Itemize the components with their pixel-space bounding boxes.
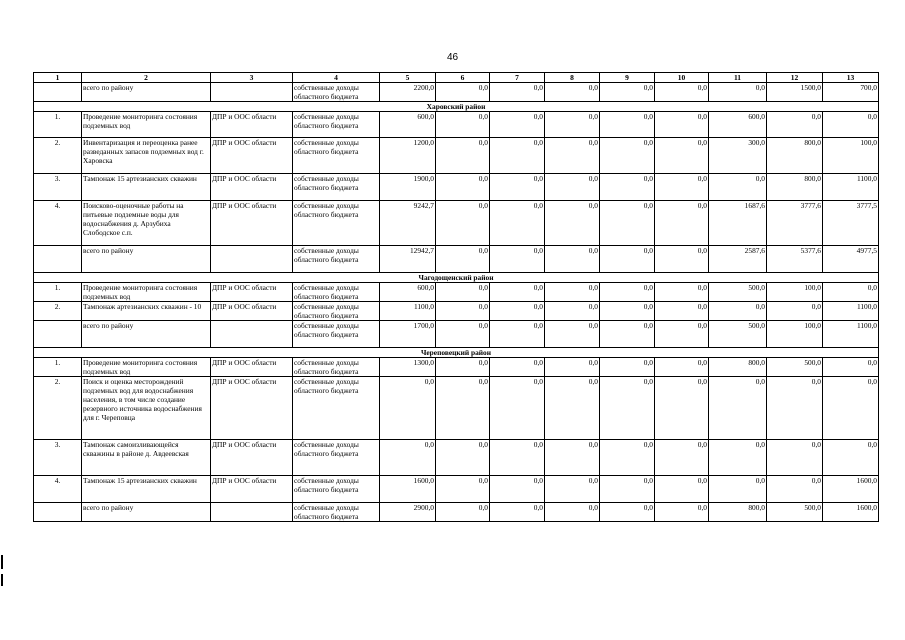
executor: ДПР и ООС области: [211, 377, 293, 440]
measure-name: Проведение мониторинга состояния подземных вод: [82, 283, 211, 302]
amount-col-12: 0,0: [767, 302, 823, 321]
funding-source: собственные доходы областного бюджета: [293, 358, 380, 377]
measure-name: всего по району: [82, 83, 211, 102]
column-header-10: 10: [655, 73, 709, 83]
amount-col-5: 2200,0: [380, 83, 436, 102]
amount-col-8: 0,0: [545, 246, 600, 273]
amount-col-8: 0,0: [545, 503, 600, 522]
budget-table: [33, 72, 879, 522]
amount-col-10: 0,0: [655, 358, 709, 377]
measure-name: Поисково-оценочные работы на питьевые подземные воды для водоснабжения д. Арзубиха Слободское с.п.: [82, 201, 211, 246]
amount-col-7: 0,0: [490, 321, 545, 348]
amount-col-6: 0,0: [436, 503, 490, 522]
amount-col-9: 0,0: [600, 283, 655, 302]
section-title-row: [34, 348, 879, 358]
amount-col-12: 1500,0: [767, 83, 823, 102]
funding-source: собственные доходы областного бюджета: [293, 112, 380, 138]
amount-col-6: 0,0: [436, 358, 490, 377]
amount-col-6: 0,0: [436, 138, 490, 174]
amount-col-9: 0,0: [600, 503, 655, 522]
executor: ДПР и ООС области: [211, 201, 293, 246]
amount-col-12: 0,0: [767, 476, 823, 503]
executor: [211, 83, 293, 102]
executor: ДПР и ООС области: [211, 440, 293, 476]
row-number: [34, 246, 82, 273]
amount-col-13: 3777,5: [823, 201, 879, 246]
row-number: 2.: [34, 377, 82, 440]
amount-col-13: 700,0: [823, 83, 879, 102]
table-row: [34, 138, 879, 174]
amount-col-7: 0,0: [490, 246, 545, 273]
column-header-5: 5: [380, 73, 436, 83]
amount-col-5: 1200,0: [380, 138, 436, 174]
amount-col-11: 300,0: [709, 138, 767, 174]
amount-col-7: 0,0: [490, 503, 545, 522]
table-row: [34, 476, 879, 503]
amount-col-13: 0,0: [823, 358, 879, 377]
amount-col-8: 0,0: [545, 201, 600, 246]
executor: ДПР и ООС области: [211, 302, 293, 321]
amount-col-5: 2900,0: [380, 503, 436, 522]
district-total-row: [34, 83, 879, 102]
amount-col-12: 0,0: [767, 440, 823, 476]
row-number: 4.: [34, 476, 82, 503]
amount-col-6: 0,0: [436, 246, 490, 273]
amount-col-8: 0,0: [545, 302, 600, 321]
amount-col-9: 0,0: [600, 246, 655, 273]
section-title-row: [34, 102, 879, 112]
column-header-12: 12: [767, 73, 823, 83]
row-number: 4.: [34, 201, 82, 246]
page-number: 46: [446, 52, 459, 63]
amount-col-6: 0,0: [436, 476, 490, 503]
amount-col-12: 100,0: [767, 321, 823, 348]
executor: ДПР и ООС области: [211, 476, 293, 503]
amount-col-7: 0,0: [490, 302, 545, 321]
amount-col-6: 0,0: [436, 283, 490, 302]
row-number: 1.: [34, 283, 82, 302]
amount-col-5: 600,0: [380, 283, 436, 302]
amount-col-8: 0,0: [545, 138, 600, 174]
amount-col-8: 0,0: [545, 174, 600, 201]
column-header-7: 7: [490, 73, 545, 83]
column-header-8: 8: [545, 73, 600, 83]
funding-source: собственные доходы областного бюджета: [293, 138, 380, 174]
amount-col-7: 0,0: [490, 476, 545, 503]
amount-col-5: 1900,0: [380, 174, 436, 201]
table-row: [34, 112, 879, 138]
measure-name: Тампонаж 15 артезианских скважин: [82, 174, 211, 201]
row-number: [34, 321, 82, 348]
measure-name: всего по району: [82, 246, 211, 273]
executor: ДПР и ООС области: [211, 174, 293, 201]
measure-name: всего по району: [82, 503, 211, 522]
funding-source: собственные доходы областного бюджета: [293, 302, 380, 321]
amount-col-11: 0,0: [709, 377, 767, 440]
column-header-6: 6: [436, 73, 490, 83]
amount-col-5: 0,0: [380, 377, 436, 440]
measure-name: всего по району: [82, 321, 211, 348]
amount-col-7: 0,0: [490, 174, 545, 201]
amount-col-12: 5377,6: [767, 246, 823, 273]
scan-edge-marks: [0, 550, 6, 600]
amount-col-5: 9242,7: [380, 201, 436, 246]
amount-col-7: 0,0: [490, 112, 545, 138]
funding-source: собственные доходы областного бюджета: [293, 503, 380, 522]
header-row: [34, 73, 879, 83]
amount-col-9: 0,0: [600, 174, 655, 201]
table-row: [34, 174, 879, 201]
amount-col-8: 0,0: [545, 283, 600, 302]
amount-col-12: 800,0: [767, 174, 823, 201]
row-number: [34, 503, 82, 522]
amount-col-10: 0,0: [655, 246, 709, 273]
measure-name: Поиск и оценка месторождений подземных вод для водоснабжения населения, в том числе создание резервного источника водоснабжения для г. Череповца: [82, 377, 211, 440]
funding-source: собственные доходы областного бюджета: [293, 83, 380, 102]
amount-col-11: 800,0: [709, 503, 767, 522]
row-number: [34, 83, 82, 102]
amount-col-10: 0,0: [655, 112, 709, 138]
amount-col-12: 800,0: [767, 138, 823, 174]
table-row: [34, 440, 879, 476]
executor: ДПР и ООС области: [211, 283, 293, 302]
table-row: [34, 283, 879, 302]
row-number: 1.: [34, 112, 82, 138]
amount-col-12: 3777,6: [767, 201, 823, 246]
amount-col-7: 0,0: [490, 358, 545, 377]
amount-col-7: 0,0: [490, 377, 545, 440]
executor: [211, 246, 293, 273]
amount-col-9: 0,0: [600, 112, 655, 138]
amount-col-13: 0,0: [823, 283, 879, 302]
amount-col-11: 800,0: [709, 358, 767, 377]
amount-col-11: 0,0: [709, 302, 767, 321]
amount-col-11: 1687,6: [709, 201, 767, 246]
measure-name: Тампонаж самоизливающейся скважины в районе д. Авдеевская: [82, 440, 211, 476]
amount-col-10: 0,0: [655, 440, 709, 476]
executor: ДПР и ООС области: [211, 138, 293, 174]
amount-col-12: 100,0: [767, 283, 823, 302]
amount-col-6: 0,0: [436, 440, 490, 476]
amount-col-11: 600,0: [709, 112, 767, 138]
district-title: Череповецкий район: [34, 348, 879, 358]
column-header-2: 2: [82, 73, 211, 83]
table-row: [34, 358, 879, 377]
amount-col-6: 0,0: [436, 201, 490, 246]
funding-source: собственные доходы областного бюджета: [293, 377, 380, 440]
executor: ДПР и ООС области: [211, 358, 293, 377]
amount-col-11: 0,0: [709, 440, 767, 476]
table-body: [34, 83, 879, 522]
amount-col-6: 0,0: [436, 302, 490, 321]
amount-col-10: 0,0: [655, 201, 709, 246]
amount-col-8: 0,0: [545, 83, 600, 102]
executor: ДПР и ООС области: [211, 112, 293, 138]
amount-col-10: 0,0: [655, 377, 709, 440]
amount-col-11: 0,0: [709, 83, 767, 102]
measure-name: Инвентаризация и переоценка ранее разведанных запасов подземных вод г. Харовска: [82, 138, 211, 174]
amount-col-10: 0,0: [655, 174, 709, 201]
amount-col-13: 0,0: [823, 112, 879, 138]
amount-col-10: 0,0: [655, 503, 709, 522]
amount-col-11: 2587,6: [709, 246, 767, 273]
amount-col-13: 4977,5: [823, 246, 879, 273]
amount-col-7: 0,0: [490, 283, 545, 302]
measure-name: Проведение мониторинга состояния подземных вод: [82, 358, 211, 377]
amount-col-8: 0,0: [545, 112, 600, 138]
column-header-1: 1: [34, 73, 82, 83]
amount-col-13: 1100,0: [823, 174, 879, 201]
amount-col-13: 1100,0: [823, 302, 879, 321]
district-title: Чагодощенский район: [34, 273, 879, 283]
amount-col-8: 0,0: [545, 358, 600, 377]
funding-source: собственные доходы областного бюджета: [293, 440, 380, 476]
column-header-11: 11: [709, 73, 767, 83]
amount-col-5: 1600,0: [380, 476, 436, 503]
column-header-3: 3: [211, 73, 293, 83]
amount-col-13: 1100,0: [823, 321, 879, 348]
amount-col-13: 100,0: [823, 138, 879, 174]
amount-col-7: 0,0: [490, 440, 545, 476]
column-header-9: 9: [600, 73, 655, 83]
district-total-row: [34, 503, 879, 522]
column-header-13: 13: [823, 73, 879, 83]
amount-col-9: 0,0: [600, 138, 655, 174]
amount-col-9: 0,0: [600, 377, 655, 440]
amount-col-9: 0,0: [600, 83, 655, 102]
column-header-4: 4: [293, 73, 380, 83]
amount-col-9: 0,0: [600, 302, 655, 321]
amount-col-11: 500,0: [709, 283, 767, 302]
amount-col-9: 0,0: [600, 476, 655, 503]
amount-col-9: 0,0: [600, 321, 655, 348]
amount-col-5: 0,0: [380, 440, 436, 476]
amount-col-9: 0,0: [600, 201, 655, 246]
row-number: 2.: [34, 302, 82, 321]
amount-col-10: 0,0: [655, 321, 709, 348]
section-title-row: [34, 273, 879, 283]
amount-col-8: 0,0: [545, 440, 600, 476]
amount-col-6: 0,0: [436, 83, 490, 102]
amount-col-11: 500,0: [709, 321, 767, 348]
funding-source: собственные доходы областного бюджета: [293, 246, 380, 273]
amount-col-6: 0,0: [436, 377, 490, 440]
amount-col-13: 0,0: [823, 377, 879, 440]
table-row: [34, 302, 879, 321]
amount-col-8: 0,0: [545, 377, 600, 440]
amount-col-10: 0,0: [655, 138, 709, 174]
amount-col-6: 0,0: [436, 112, 490, 138]
amount-col-5: 1700,0: [380, 321, 436, 348]
district-title: Харовский район: [34, 102, 879, 112]
amount-col-5: 12942,7: [380, 246, 436, 273]
amount-col-13: 1600,0: [823, 476, 879, 503]
executor: [211, 321, 293, 348]
executor: [211, 503, 293, 522]
amount-col-13: 0,0: [823, 440, 879, 476]
measure-name: Проведение мониторинга состояния подземных вод: [82, 112, 211, 138]
table-row: [34, 377, 879, 440]
amount-col-10: 0,0: [655, 283, 709, 302]
amount-col-8: 0,0: [545, 476, 600, 503]
row-number: 1.: [34, 358, 82, 377]
amount-col-12: 0,0: [767, 377, 823, 440]
amount-col-7: 0,0: [490, 83, 545, 102]
amount-col-5: 1300,0: [380, 358, 436, 377]
funding-source: собственные доходы областного бюджета: [293, 201, 380, 246]
measure-name: Тампонаж 15 артезианских скважин: [82, 476, 211, 503]
amount-col-10: 0,0: [655, 476, 709, 503]
amount-col-5: 1100,0: [380, 302, 436, 321]
amount-col-9: 0,0: [600, 440, 655, 476]
district-total-row: [34, 321, 879, 348]
amount-col-6: 0,0: [436, 174, 490, 201]
amount-col-7: 0,0: [490, 201, 545, 246]
funding-source: собственные доходы областного бюджета: [293, 476, 380, 503]
district-total-row: [34, 246, 879, 273]
table-row: [34, 201, 879, 246]
amount-col-6: 0,0: [436, 321, 490, 348]
measure-name: Тампонаж артезианских скважин - 10: [82, 302, 211, 321]
row-number: 2.: [34, 138, 82, 174]
amount-col-12: 0,0: [767, 112, 823, 138]
amount-col-5: 600,0: [380, 112, 436, 138]
amount-col-8: 0,0: [545, 321, 600, 348]
row-number: 3.: [34, 440, 82, 476]
amount-col-12: 500,0: [767, 503, 823, 522]
amount-col-11: 0,0: [709, 476, 767, 503]
row-number: 3.: [34, 174, 82, 201]
amount-col-11: 0,0: [709, 174, 767, 201]
amount-col-10: 0,0: [655, 83, 709, 102]
amount-col-10: 0,0: [655, 302, 709, 321]
funding-source: собственные доходы областного бюджета: [293, 174, 380, 201]
amount-col-7: 0,0: [490, 138, 545, 174]
funding-source: собственные доходы областного бюджета: [293, 321, 380, 348]
amount-col-12: 500,0: [767, 358, 823, 377]
amount-col-9: 0,0: [600, 358, 655, 377]
amount-col-13: 1600,0: [823, 503, 879, 522]
funding-source: собственные доходы областного бюджета: [293, 283, 380, 302]
